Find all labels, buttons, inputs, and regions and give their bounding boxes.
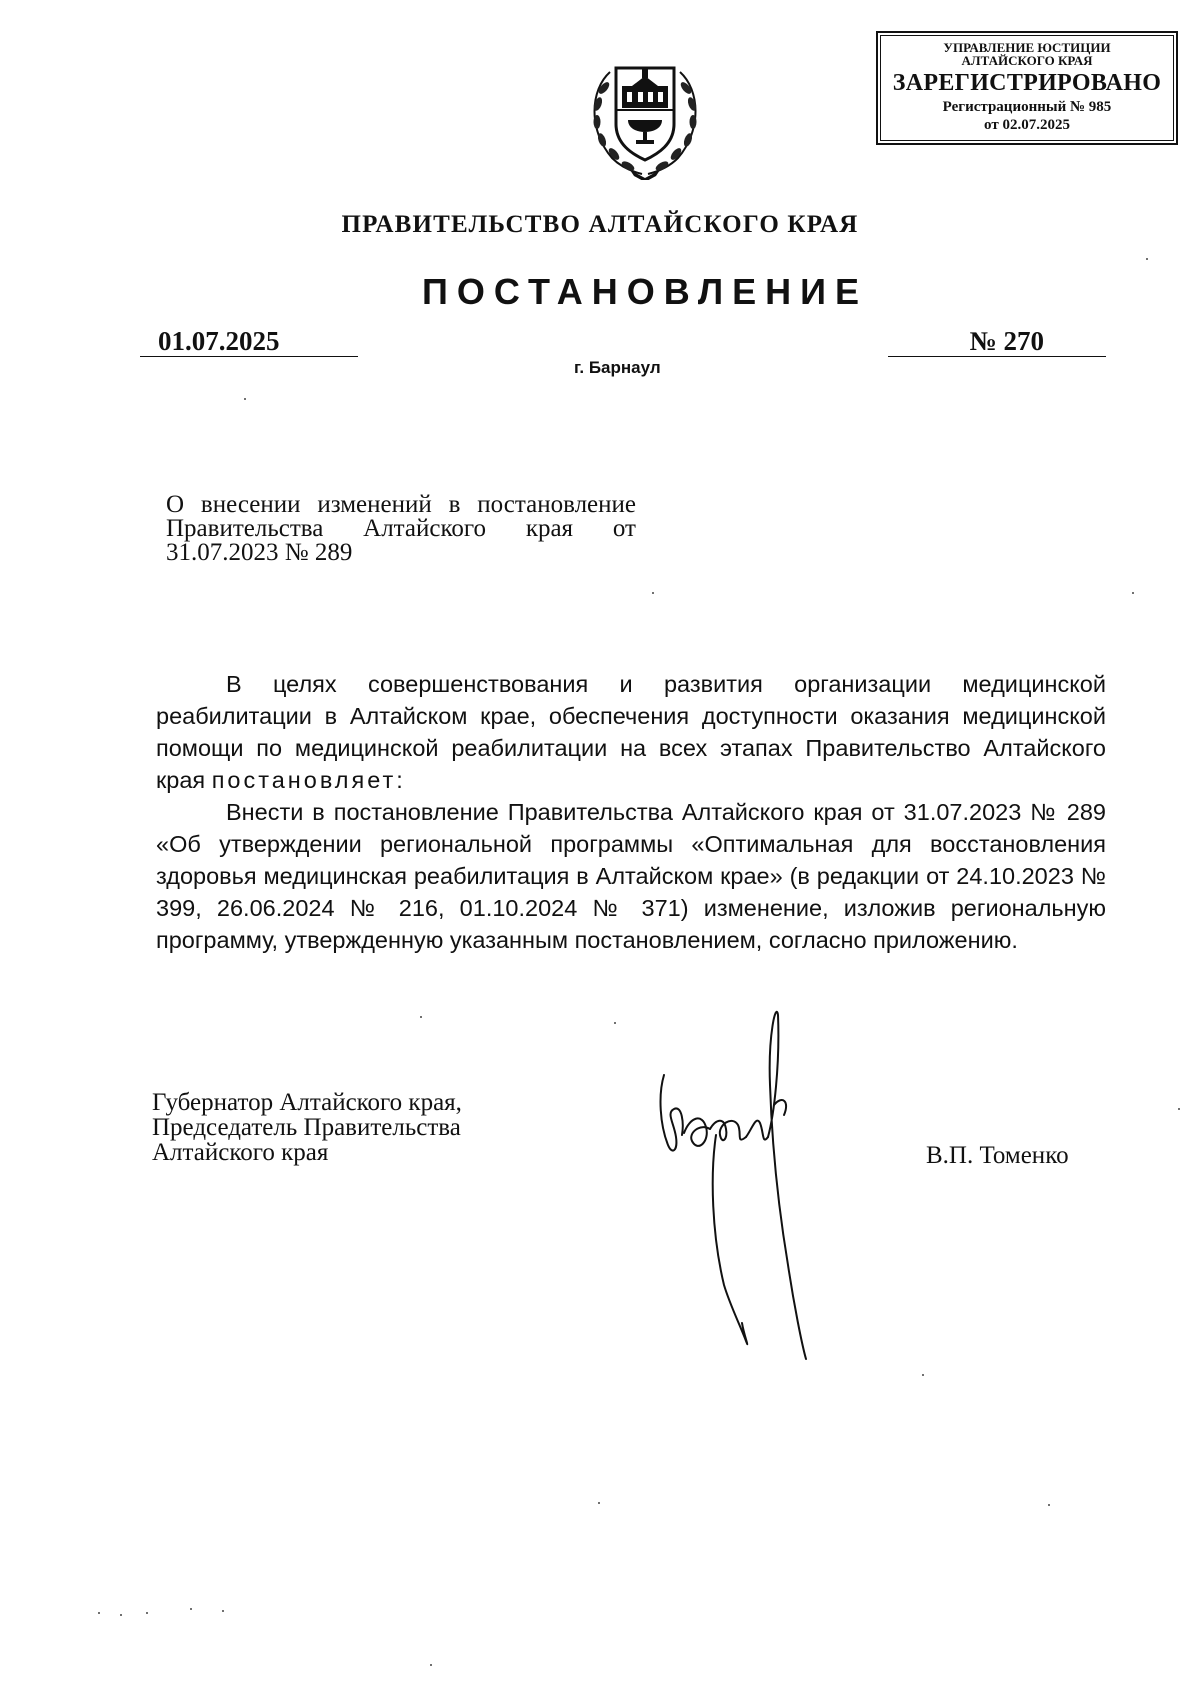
stamp-date: от 02.07.2025 [984, 117, 1070, 133]
city: г. Барнаул [574, 358, 661, 377]
scan-speck [1178, 1108, 1180, 1110]
document-body [156, 668, 1106, 956]
coat-of-arms-icon [582, 50, 708, 180]
signatory-position [152, 1090, 462, 1165]
signatory-position-line2: Председатель Правительства [152, 1114, 461, 1141]
stamp-department-line1: УПРАВЛЕНИЕ ЮСТИЦИИ [943, 40, 1111, 55]
government-title: ПРАВИТЕЛЬСТВО АЛТАЙСКОГО КРАЯ [341, 211, 859, 238]
scan-speck [244, 398, 246, 400]
body-paragraph-1-text: В целях совершенствования и развития организации медицинской реабилитации в Алтайском крае, обеспечения доступности оказания медицинской помощи по медицинской реабилитации на всех этапах Правительство Алтайского края [156, 671, 1106, 793]
document-type: ПОСТАНОВЛЕНИЕ [422, 271, 868, 312]
stamp-registration-number: Регистрационный № 985 [942, 99, 1112, 115]
scan-speck [1132, 592, 1134, 594]
body-paragraph-2: Внести в постановление Правительства Алтайского края от 31.07.2023 № 289 «Об утверждении региональной программы «Оптимальная для восстановления здоровья медицинская реабилитация в Алтайском крае» (в редакции от 24.10.2023 № 399, 26.06.2024 № 216, 01.10.2024 № 371) изменение, изложив региональную программу, утвержденную указанным постановлением, согласно приложению. [156, 799, 1106, 953]
registration-stamp [876, 31, 1178, 145]
scan-speck [120, 1614, 122, 1616]
document-date: 01.07.2025 [158, 326, 280, 356]
scan-speck [922, 1374, 924, 1376]
document-number-line [888, 326, 1106, 357]
document-subject: О внесении изменений в постановление Правительства Алтайского края от 31.07.2023 № 289 [166, 491, 636, 566]
scan-speck [420, 1016, 422, 1018]
scan-speck [146, 1612, 148, 1614]
decree-verb: постановляет: [211, 767, 406, 793]
scan-speck [1146, 258, 1148, 260]
body-paragraph-1 [156, 668, 1106, 796]
handwritten-signature [650, 1005, 830, 1365]
document-number: № 270 [969, 326, 1044, 356]
signatory-position-line1: Губернатор Алтайского края, [152, 1089, 462, 1116]
stamp-title: ЗАРЕГИСТРИРОВАНО [892, 70, 1162, 96]
scan-speck [190, 1608, 192, 1610]
scan-speck [222, 1610, 224, 1612]
scan-speck [652, 592, 654, 594]
signatory-name: В.П. Томенко [926, 1142, 1069, 1169]
scan-speck [598, 1502, 600, 1504]
stamp-department-line2: АЛТАЙСКОГО КРАЯ [961, 53, 1093, 68]
document-date-line [140, 326, 358, 357]
signatory-position-line3: Алтайского края [152, 1139, 329, 1166]
scan-speck [430, 1664, 432, 1666]
scan-speck [98, 1612, 100, 1614]
scan-speck [1048, 1504, 1050, 1506]
scan-speck [614, 1022, 616, 1024]
